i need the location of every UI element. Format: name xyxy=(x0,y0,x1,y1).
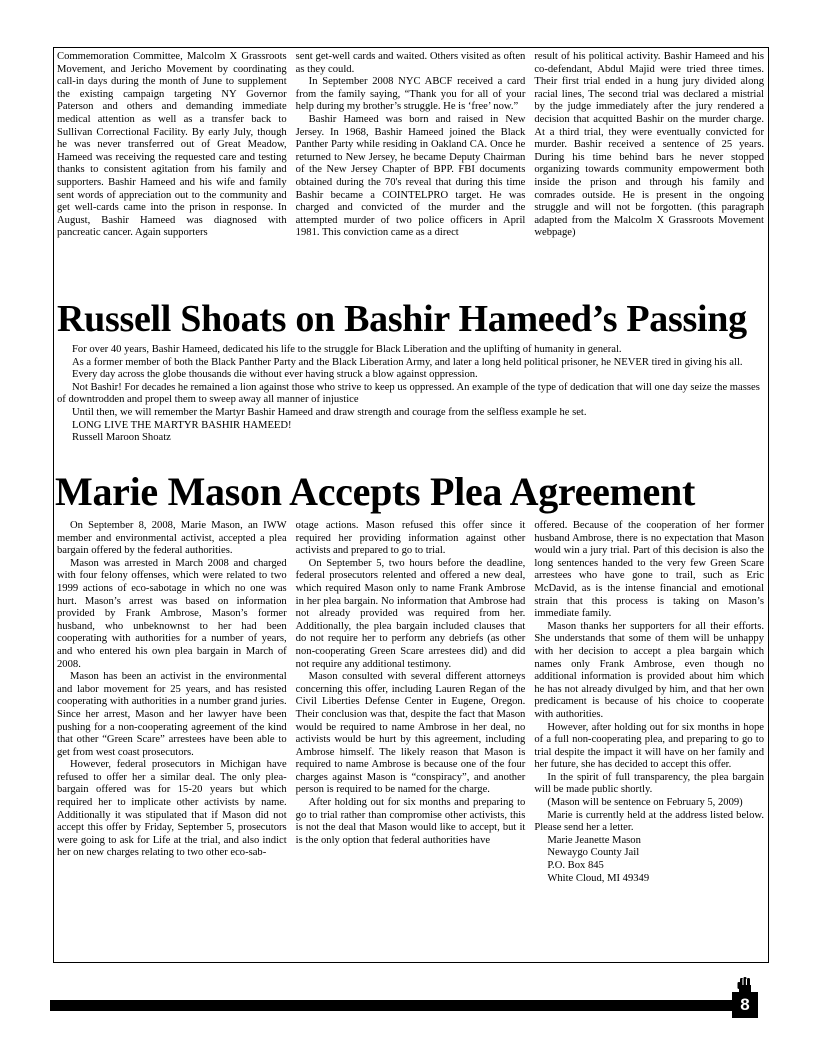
paragraph: result of his political activity. Bashir Hameed and his co-defendant, Abdul Majid were tried three times. Their first trial ended in a hung jury divided along racial lines, The second trial was declared a mistrial by the judge immediately after the jury rendered a decision that acquitted Bashir on the murder charge. At a third trial, they were eventually convicted for murder. Bashir received a sentence of 25 years. During his time behind bars he never stopped organizing towards community empowerment both inside the prison and through his family and comrades outside. He is present in the ongoing struggle and will not be forgotten. (this paragraph adapted from the Malcolm X Grassroots Movement webpage) xyxy=(534,51,765,239)
mason-column-1 xyxy=(57,520,287,885)
paragraph: Mason thanks her supporters for all their efforts. She understands that some of them will be unhappy with her decision to accept a plea bargain which names only Frank Ambrose, even though no additional information is provided about him which he has not already divulged by him, and that her own predicament is because of his choice to cooperate with authorities. xyxy=(534,620,765,720)
top-column-2 xyxy=(296,51,526,240)
paragraph: Mason consulted with several different attorneys concerning this offer, including Lauren Regan of the Civil Liberties Defense Center in Eugene, Oregon. Their conclusion was that, despite the fact that Mason would be required to name Ambrose in her deal, no activists would be hurt by this agreement, including Ambrose himself. The likely reason that Mason is required to name Ambrose is because one of the four charges against Mason is “conspiracy”, and another person is required to be named for the charge. xyxy=(295,671,526,796)
paragraph: On September 5, two hours before the deadline, federal prosecutors relented and offered a new deal, which required Mason only to name Frank Ambrose in her plea bargain. No information that Ambrose had not already provided was required from her. Additionally, the plea bargain included clauses that do not require her to perform any debriefs (as other non-cooperating Green Scare arrestees did) and did not require any additional testimony. xyxy=(295,557,526,670)
paragraph: As a former member of both the Black Panther Party and the Black Liberation Army, and later a long held political prisoner, he NEVER tired in giving his all. xyxy=(72,356,743,368)
paragraph: Bashir Hameed was born and raised in New Jersey. In 1968, Bashir Hameed joined the Black Panther Party while residing in Oakland CA. Once he returned to New Jersey, he became Deputy Chairman of the New Jersey Chapter of BPP. FBI documents obtained during the 70's reveal that during this time Bashir became a COINTELPRO target. He was charged and convicted of the murder and the attempted murder of two police officers in April 1981. This conviction came as a direct xyxy=(295,113,526,239)
mason-headline: Marie Mason Accepts Plea Agreement xyxy=(55,469,695,514)
paragraph: Until then, we will remember the Martyr Bashir Hameed and draw strength and courage from the selfless example he set. xyxy=(72,406,587,418)
address-line: White Cloud, MI 49349 xyxy=(547,872,650,884)
top-column-1 xyxy=(57,51,287,240)
paragraph: However, after holding out for six months in hope of a full non-cooperating plea, and preparing to go to trial despite the impact it will have on her family and her future, she has decided to accept this offer. xyxy=(534,721,765,771)
paragraph: For over 40 years, Bashir Hameed, dedicated his life to the struggle for Black Liberation and the uplifting of humanity in general. xyxy=(72,344,622,355)
mason-article-columns xyxy=(57,520,764,885)
paragraph: However, federal prosecutors in Michigan have refused to offer her a similar deal. The only plea-bargain offered was for 15-20 years but which required her to implicate other activists by name. Additionally it was stipulated that if Mason did not accept this offer by Friday, September 5, prosecutors were going to ask for Life at the trial, and also indict her on new charges relating to two other eco-sab- xyxy=(57,759,287,859)
page-number: 8 xyxy=(732,992,758,1018)
paragraph: After holding out for six months and preparing to go to trial rather than compromise other activists, this is not the deal that Mason would like to accept, but it is the only option that federal authorities have xyxy=(295,797,526,846)
paragraph: In the spirit of full transparency, the plea bargain will be made public shortly. xyxy=(534,771,765,796)
address-line: Marie Jeanette Mason xyxy=(547,834,641,846)
address-line: Newaygo County Jail xyxy=(547,847,640,859)
top-article-columns xyxy=(57,51,764,240)
paragraph: (Mason will be sentence on February 5, 2009) xyxy=(547,797,743,809)
shoats-article-body xyxy=(57,344,765,445)
page-number-badge xyxy=(732,976,758,1018)
signature: Russell Maroon Shoatz xyxy=(72,432,171,444)
paragraph: LONG LIVE THE MARTYR BASHIR HAMEED! xyxy=(72,419,292,431)
paragraph: Marie is currently held at the address listed below. Please send her a letter. xyxy=(534,809,765,834)
paragraph: otage actions. Mason refused this offer since it required her providing information against other activists and prepared to go to trial. xyxy=(295,520,526,557)
paragraph: Mason has been an activist in the environmental and labor movement for 25 years, and has resisted cooperating with authorities in a number grand juries. Since her arrest, Mason and her lawyer have been pushing for a non-cooperating agreement of the kind that other “Green Scare” arrestees have been able to get from west coast prosecutors. xyxy=(57,671,287,758)
paragraph: Not Bashir! For decades he remained a lion against those who strive to keep us oppressed. An example of the type of dedication that will one day seize the masses of downtrodden and propel them to sweep away all manner of injustice xyxy=(57,381,760,406)
paragraph: Every day across the globe thousands die without ever having struck a blow against oppression. xyxy=(72,369,478,381)
shoats-headline: Russell Shoats on Bashir Hameed’s Passing xyxy=(57,298,747,340)
paragraph: Commemoration Committee, Malcolm X Grassroots Movement, and Jericho Movement by coordinating call-in days during the month of June to supplement the existing campaign targeting NY Governor Paterson and others and demanding immediate medical attention as well as a transfer back to Sullivan Correctional Facility. By early July, though he was never transferred out of Great Meadow, Hameed was receiving the requested care and testing thanks to consistent agitation from his family and supporters. Bashir Hameed and his wife and family sent words of appreciation out to the community and get well-cards came into the prison in response. In August, Bashir Hameed was diagnosed with pancreatic cancer. Again supporters xyxy=(57,51,287,239)
paragraph: Mason was arrested in March 2008 and charged with four felony offenses, which were related to two 1999 actions of eco-sabotage in which no one was hurt. Mason’s arrest was based on information provided by Frank Ambrose, Mason’s former husband, who unbeknownst to her had been cooperating with authorities for a number of years, and who entered his own plea bargain in March of 2008. xyxy=(57,557,287,670)
footer-bar xyxy=(50,1000,734,1011)
paragraph: On September 8, 2008, Marie Mason, an IWW member and environmental activist, accepted a plea bargain offered by the federal authorities. xyxy=(57,520,287,557)
mason-column-3 xyxy=(534,520,764,885)
address-line: P.O. Box 845 xyxy=(547,860,604,872)
paragraph: sent get-well cards and waited. Others visited as often as they could. xyxy=(295,51,526,75)
paragraph: offered. Because of the cooperation of her former husband Ambrose, there is no expectation that Mason would win a jury trial. Part of this decision is also the long sentences handed to the very few Green Scare arrestees who have gone to trail, such as Eric McDavid, as is the intense financial and emotional strain that this process is taking on Mason’s immediate family. xyxy=(534,520,765,620)
top-column-3 xyxy=(534,51,764,240)
paragraph: In September 2008 NYC ABCF received a card from the family saying, “Thank you for all of your help during my brother’s struggle. He is ‘free’ now.” xyxy=(295,76,526,113)
mason-column-2 xyxy=(296,520,526,885)
